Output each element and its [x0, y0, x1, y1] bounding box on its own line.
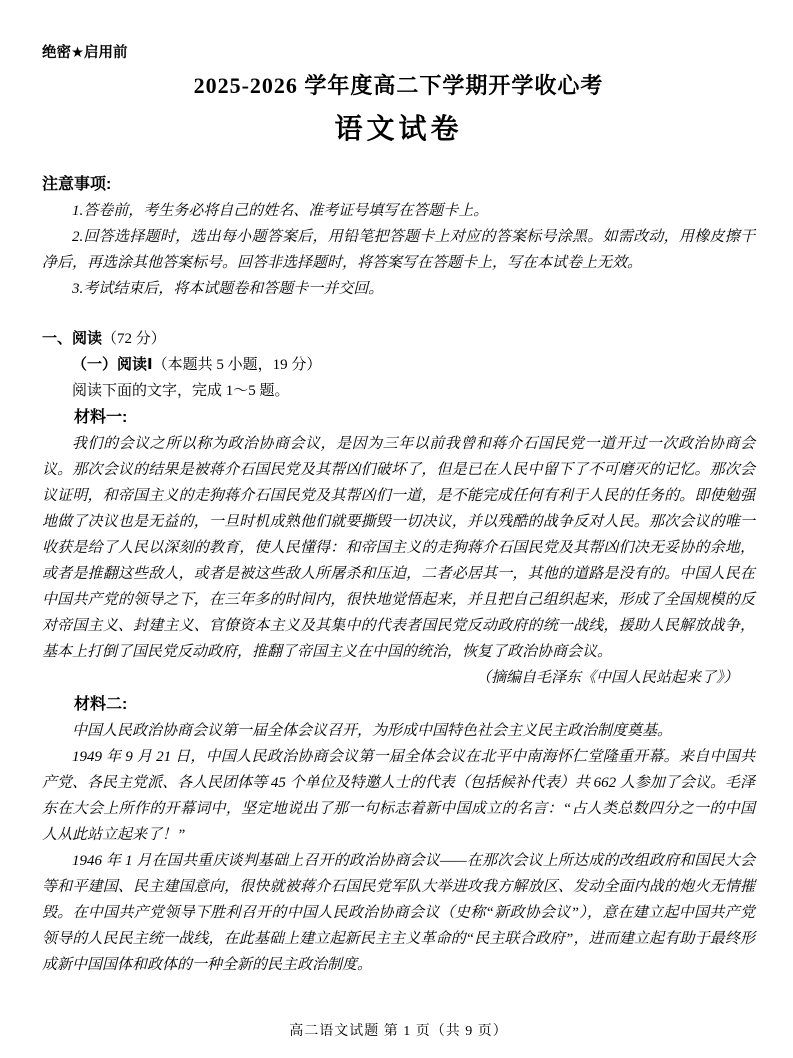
reading-section: [42, 302, 755, 978]
subsection-heading-label: （一）阅读Ⅰ: [72, 356, 153, 373]
subsection-heading-info: （本题共 5 小题，19 分）: [152, 357, 322, 373]
part-heading-label: 一、阅读: [42, 330, 103, 347]
exam-title: 2025-2026 学年度高二下学期开学收心考: [193, 73, 604, 98]
reading-instruction: 阅读下面的文字，完成 1～5 题。: [72, 383, 290, 399]
material-one-paragraph: 我们的会议之所以称为政治协商会议，是因为三年以前我曾和蒋介石国民党一道开过一次政治协商会议。那次会议的结果是被蒋介石国民党及其帮凶们破坏了，但是已在人民中留下了不可磨灭的记忆。那次会议证明，和帝国主义的走狗蒋介石国民党及其帮凶们一道，是不能完成任何有利于人民的任务的。即使勉强地做了决议也是无益的，一旦时机成熟他们就要撕毁一切决议，并以残酷的战争反对人民。那次会议的唯一收获是给了人民以深刻的教育，使人民懂得：和帝国主义的走狗蒋介石国民党及其帮凶们决无妥协的余地，或者是推翻这些敌人，或者是被这些敌人所屠杀和压迫，二者必居其一，其他的道路是没有的。中国人民在中国共产党的领导之下，在三年多的时间内，很快地觉悟起来，并且把自己组织起来，形成了全国规模的反对帝国主义、封建主义、官僚资本主义及其集中的代表者国民党反动政府的统一战线，援助人民解放战争，基本上打倒了国民党反动政府，推翻了帝国主义在中国的统治，恢复了政治协商会议。: [42, 436, 755, 660]
material-two-paragraph-3: 1946 年 1 月在国共重庆谈判基础上召开的政治协商会议——在那次会议上所达成的改组政府和国民大会等和平建国、民主建国意向，很快就被蒋介石国民党军队大举进攻我方解放区、发动全面内战的炮火无情摧毁。在中国共产党领导下胜利召开的中国人民政治协商会议（史称“新政协会议”），意在建立起中国共产党领导的人民民主统一战线，在此基础上建立起新民主主义革命的“民主联合政府”，进而建立起有助于最终形成新中国国体和政体的一种全新的民主政治制度。: [42, 853, 755, 973]
page-footer: 高二语文试题 第 1 页（共 9 页）: [289, 1024, 508, 1039]
material-two-paragraph-2: 1949 年 9 月 21 日，中国人民政治协商会议第一届全体会议在北平中南海怀仁堂隆重开幕。来自中国共产党、各民主党派、各人民团体等 45 个单位及特邀人士的代表（包括候补代表）共 662 人参加了会议。毛泽东在大会上所作的开幕词中，坚定地说出了那一句标志着新中国成立的名言：“占人类总数四分之一的中国人从此站立起来了！”: [42, 749, 755, 843]
material-two-paragraph-1: 中国人民政治协商会议第一届全体会议召开，为形成中国特色社会主义民主政治制度奠基。: [72, 723, 673, 739]
notice-item-1: 1.答卷前，考生务必将自己的姓名、准考证号填写在答题卡上。: [72, 203, 489, 219]
material-one-label: 材料一:: [74, 409, 128, 426]
notice-heading: 注意事项:: [42, 176, 112, 193]
notice-item-2: 2.回答选择题时，选出每小题答案后，用铅笔把答题卡上对应的答案标号涂黑。如需改动，用橡皮擦干净后，再选涂其他答案标号。回答非选择题时，将答案写在答题卡上，写在本试卷上无效。: [42, 229, 755, 271]
notice-item-3: 3.考试结束后，将本试题卷和答题卡一并交回。: [72, 281, 384, 297]
subsection-heading: [42, 352, 755, 378]
material-two-label: 材料二:: [74, 696, 128, 713]
exam-subtitle: 语文试卷: [334, 114, 463, 145]
security-label: 绝密★启用前: [42, 45, 128, 61]
part-heading: [42, 326, 755, 352]
part-heading-info: （72 分）: [102, 331, 166, 347]
material-one-source: （摘编自毛泽东《中国人民站起来了》）: [475, 670, 739, 686]
notice-section: [42, 171, 755, 302]
